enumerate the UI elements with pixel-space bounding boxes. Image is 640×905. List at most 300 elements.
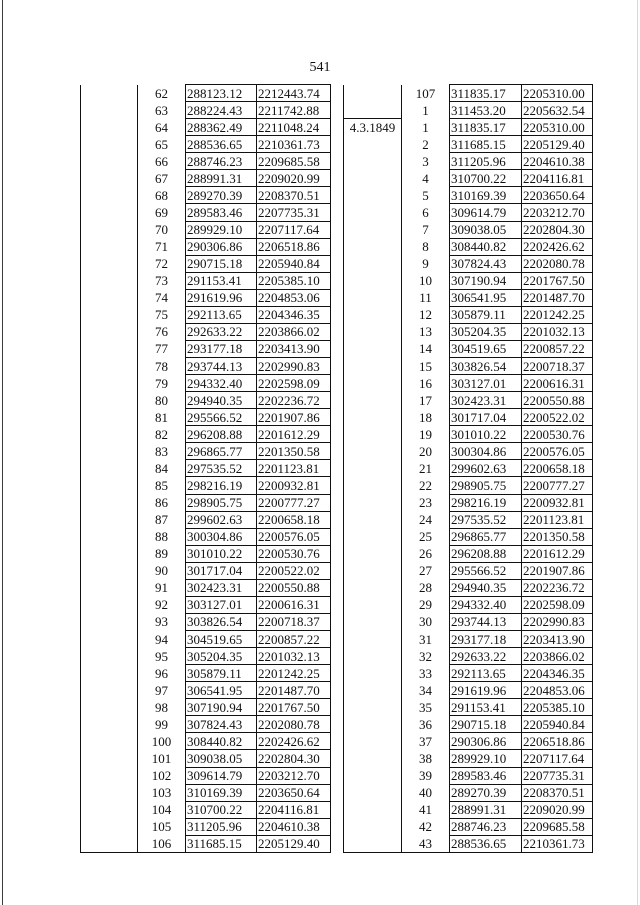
x-coordinate-cell: 293744.13: [450, 613, 522, 630]
point-number-cell: 99: [138, 716, 186, 733]
x-coordinate-cell: 309614.79: [450, 204, 522, 221]
y-coordinate-cell: 2209020.99: [522, 801, 593, 818]
y-coordinate-cell: 2200777.27: [522, 477, 593, 494]
x-coordinate-cell: 306541.95: [450, 289, 522, 306]
blank-cell: [81, 631, 138, 648]
x-coordinate-cell: 291619.96: [450, 682, 522, 699]
blank-cell: [81, 716, 138, 733]
point-number-cell: 81: [138, 409, 186, 426]
table-row: [81, 102, 331, 119]
section-cell: [344, 648, 402, 665]
point-number-cell: 21: [402, 460, 450, 477]
x-coordinate-cell: 288746.23: [186, 153, 257, 170]
table-row: [81, 272, 331, 289]
table-row: [81, 238, 331, 255]
x-coordinate-cell: 288123.12: [186, 85, 257, 102]
x-coordinate-cell: 305204.35: [186, 648, 257, 665]
table-row: [81, 119, 331, 136]
table-row: [344, 579, 593, 596]
y-coordinate-cell: 2205940.84: [257, 255, 331, 272]
blank-cell: [81, 733, 138, 750]
section-cell: [344, 699, 402, 716]
x-coordinate-cell: 311453.20: [450, 102, 522, 119]
y-coordinate-cell: 2200616.31: [522, 375, 593, 392]
point-number-cell: 73: [138, 272, 186, 289]
x-coordinate-cell: 298905.75: [186, 494, 257, 511]
point-number-cell: 64: [138, 119, 186, 136]
point-number-cell: 13: [402, 323, 450, 340]
table-row: [81, 511, 331, 528]
y-coordinate-cell: 2212443.74: [257, 85, 331, 102]
point-number-cell: 88: [138, 528, 186, 545]
x-coordinate-cell: 291153.41: [186, 272, 257, 289]
section-cell: [344, 358, 402, 375]
y-coordinate-cell: 2205129.40: [257, 835, 331, 852]
right-table-body: [344, 85, 593, 853]
section-cell: [344, 289, 402, 306]
page-number: 541: [309, 60, 331, 75]
table-row: [344, 835, 593, 852]
y-coordinate-cell: 2202804.30: [522, 221, 593, 238]
table-row: [344, 358, 593, 375]
table-row: [81, 528, 331, 545]
x-coordinate-cell: 304519.65: [450, 340, 522, 357]
x-coordinate-cell: 300304.86: [450, 443, 522, 460]
point-number-cell: 69: [138, 204, 186, 221]
section-cell: [344, 733, 402, 750]
table-row: [81, 596, 331, 613]
table-row: [344, 136, 593, 153]
blank-cell: [81, 750, 138, 767]
point-number-cell: 28: [402, 579, 450, 596]
y-coordinate-cell: 2207735.31: [522, 767, 593, 784]
table-row: [81, 409, 331, 426]
y-coordinate-cell: 2207117.64: [522, 750, 593, 767]
y-coordinate-cell: 2200658.18: [522, 460, 593, 477]
point-number-cell: 62: [138, 85, 186, 102]
blank-cell: [81, 801, 138, 818]
table-row: [344, 85, 593, 102]
table-row: [81, 613, 331, 630]
point-number-cell: 83: [138, 443, 186, 460]
x-coordinate-cell: 294332.40: [186, 375, 257, 392]
x-coordinate-cell: 300304.86: [186, 528, 257, 545]
x-coordinate-cell: 311835.17: [450, 85, 522, 102]
x-coordinate-cell: 311685.15: [450, 136, 522, 153]
blank-cell: [81, 545, 138, 562]
blank-cell: [81, 699, 138, 716]
table-row: [81, 818, 331, 835]
x-coordinate-cell: 307190.94: [186, 699, 257, 716]
section-cell: [344, 375, 402, 392]
section-cell: [344, 596, 402, 613]
y-coordinate-cell: 2205310.00: [522, 119, 593, 136]
y-coordinate-cell: 2209020.99: [257, 170, 331, 187]
x-coordinate-cell: 311685.15: [186, 835, 257, 852]
section-cell: [344, 665, 402, 682]
point-number-cell: 35: [402, 699, 450, 716]
point-number-cell: 1: [402, 102, 450, 119]
section-cell: [344, 221, 402, 238]
x-coordinate-cell: 305879.11: [450, 306, 522, 323]
y-coordinate-cell: 2201767.50: [257, 699, 331, 716]
section-cell: [344, 460, 402, 477]
x-coordinate-cell: 288991.31: [450, 801, 522, 818]
point-number-cell: 71: [138, 238, 186, 255]
point-number-cell: 5: [402, 187, 450, 204]
x-coordinate-cell: 305204.35: [450, 323, 522, 340]
table-row: [344, 613, 593, 630]
point-number-cell: 101: [138, 750, 186, 767]
table-row: [344, 340, 593, 357]
section-cell: [344, 562, 402, 579]
y-coordinate-cell: 2201907.86: [257, 409, 331, 426]
y-coordinate-cell: 2200576.05: [257, 528, 331, 545]
y-coordinate-cell: 2202426.62: [257, 733, 331, 750]
y-coordinate-cell: 2200530.76: [257, 545, 331, 562]
section-cell: [344, 767, 402, 784]
table-row: [81, 460, 331, 477]
table-row: [81, 255, 331, 272]
table-row: [81, 187, 331, 204]
y-coordinate-cell: 2200932.81: [257, 477, 331, 494]
x-coordinate-cell: 309614.79: [186, 767, 257, 784]
y-coordinate-cell: 2208370.51: [257, 187, 331, 204]
point-number-cell: 86: [138, 494, 186, 511]
point-number-cell: 96: [138, 665, 186, 682]
table-row: [81, 170, 331, 187]
y-coordinate-cell: 2211742.88: [257, 102, 331, 119]
table-row: [344, 119, 593, 136]
x-coordinate-cell: 296208.88: [186, 426, 257, 443]
y-coordinate-cell: 2204610.38: [522, 153, 593, 170]
blank-cell: [81, 119, 138, 136]
table-row: [344, 477, 593, 494]
y-coordinate-cell: 2201032.13: [522, 323, 593, 340]
x-coordinate-cell: 311835.17: [450, 119, 522, 136]
x-coordinate-cell: 302423.31: [450, 392, 522, 409]
left-table-body: [81, 85, 331, 853]
y-coordinate-cell: 2207117.64: [257, 221, 331, 238]
y-coordinate-cell: 2204116.81: [522, 170, 593, 187]
table-row: [81, 289, 331, 306]
table-row: [344, 733, 593, 750]
section-cell: [344, 392, 402, 409]
point-number-cell: 24: [402, 511, 450, 528]
point-number-cell: 12: [402, 306, 450, 323]
point-number-cell: 67: [138, 170, 186, 187]
point-number-cell: 25: [402, 528, 450, 545]
y-coordinate-cell: 2202990.83: [257, 358, 331, 375]
x-coordinate-cell: 310169.39: [186, 784, 257, 801]
blank-cell: [81, 528, 138, 545]
section-cell: [344, 494, 402, 511]
point-number-cell: 74: [138, 289, 186, 306]
table-row: [344, 392, 593, 409]
blank-cell: [81, 665, 138, 682]
table-row: [344, 562, 593, 579]
blank-cell: [81, 358, 138, 375]
table-row: [81, 323, 331, 340]
table-row: [344, 682, 593, 699]
table-row: [81, 631, 331, 648]
table-row: [81, 545, 331, 562]
y-coordinate-cell: 2200576.05: [522, 443, 593, 460]
table-row: [81, 306, 331, 323]
table-row: [344, 784, 593, 801]
y-coordinate-cell: 2200777.27: [257, 494, 331, 511]
point-number-cell: 3: [402, 153, 450, 170]
y-coordinate-cell: 2204346.35: [257, 306, 331, 323]
blank-cell: [81, 255, 138, 272]
point-number-cell: 8: [402, 238, 450, 255]
x-coordinate-cell: 308440.82: [186, 733, 257, 750]
point-number-cell: 78: [138, 358, 186, 375]
x-coordinate-cell: 288746.23: [450, 818, 522, 835]
point-number-cell: 38: [402, 750, 450, 767]
blank-cell: [81, 392, 138, 409]
x-coordinate-cell: 309038.05: [186, 750, 257, 767]
section-cell: [344, 477, 402, 494]
y-coordinate-cell: 2208370.51: [522, 784, 593, 801]
section-cell: [344, 631, 402, 648]
section-cell: [344, 255, 402, 272]
blank-cell: [81, 460, 138, 477]
table-row: [344, 818, 593, 835]
y-coordinate-cell: 2203866.02: [257, 323, 331, 340]
y-coordinate-cell: 2209685.58: [522, 818, 593, 835]
x-coordinate-cell: 290715.18: [450, 716, 522, 733]
blank-cell: [81, 272, 138, 289]
y-coordinate-cell: 2203212.70: [257, 767, 331, 784]
y-coordinate-cell: 2200857.22: [257, 631, 331, 648]
y-coordinate-cell: 2203650.64: [257, 784, 331, 801]
y-coordinate-cell: 2204610.38: [257, 818, 331, 835]
point-number-cell: 95: [138, 648, 186, 665]
point-number-cell: 41: [402, 801, 450, 818]
table-row: [344, 170, 593, 187]
point-number-cell: 105: [138, 818, 186, 835]
table-row: [344, 409, 593, 426]
x-coordinate-cell: 294332.40: [450, 596, 522, 613]
section-cell: [344, 306, 402, 323]
x-coordinate-cell: 301717.04: [186, 562, 257, 579]
table-row: [81, 682, 331, 699]
y-coordinate-cell: 2201242.25: [522, 306, 593, 323]
point-number-cell: 1: [402, 119, 450, 136]
y-coordinate-cell: 2203866.02: [522, 648, 593, 665]
blank-cell: [81, 204, 138, 221]
point-number-cell: 70: [138, 221, 186, 238]
table-row: [81, 85, 331, 102]
point-number-cell: 76: [138, 323, 186, 340]
table-row: [81, 375, 331, 392]
x-coordinate-cell: 309038.05: [450, 221, 522, 238]
section-cell: [344, 682, 402, 699]
point-number-cell: 36: [402, 716, 450, 733]
y-coordinate-cell: 2202990.83: [522, 613, 593, 630]
point-number-cell: 102: [138, 767, 186, 784]
x-coordinate-cell: 310700.22: [450, 170, 522, 187]
point-number-cell: 39: [402, 767, 450, 784]
scan-edge-right: [637, 0, 638, 905]
table-row: [81, 443, 331, 460]
point-number-cell: 22: [402, 477, 450, 494]
blank-cell: [81, 323, 138, 340]
x-coordinate-cell: 288224.43: [186, 102, 257, 119]
x-coordinate-cell: 308440.82: [450, 238, 522, 255]
x-coordinate-cell: 307824.43: [186, 716, 257, 733]
x-coordinate-cell: 301717.04: [450, 409, 522, 426]
point-number-cell: 14: [402, 340, 450, 357]
blank-cell: [81, 340, 138, 357]
x-coordinate-cell: 307190.94: [450, 272, 522, 289]
x-coordinate-cell: 289929.10: [186, 221, 257, 238]
x-coordinate-cell: 295566.52: [186, 409, 257, 426]
table-row: [344, 716, 593, 733]
blank-cell: [81, 767, 138, 784]
point-number-cell: 19: [402, 426, 450, 443]
point-number-cell: 9: [402, 255, 450, 272]
y-coordinate-cell: 2206518.86: [257, 238, 331, 255]
section-cell: [344, 750, 402, 767]
y-coordinate-cell: 2205310.00: [522, 85, 593, 102]
blank-cell: [81, 409, 138, 426]
point-number-cell: 104: [138, 801, 186, 818]
x-coordinate-cell: 292633.22: [186, 323, 257, 340]
blank-cell: [81, 784, 138, 801]
y-coordinate-cell: 2200550.88: [257, 579, 331, 596]
point-number-cell: 97: [138, 682, 186, 699]
y-coordinate-cell: 2201242.25: [257, 665, 331, 682]
point-number-cell: 4: [402, 170, 450, 187]
y-coordinate-cell: 2202426.62: [522, 238, 593, 255]
table-row: [81, 340, 331, 357]
point-number-cell: 80: [138, 392, 186, 409]
table-row: [81, 426, 331, 443]
table-row: [81, 579, 331, 596]
point-number-cell: 89: [138, 545, 186, 562]
x-coordinate-cell: 293744.13: [186, 358, 257, 375]
table-row: [344, 494, 593, 511]
y-coordinate-cell: 2202236.72: [257, 392, 331, 409]
section-cell: [344, 801, 402, 818]
y-coordinate-cell: 2203212.70: [522, 204, 593, 221]
section-cell: [344, 340, 402, 357]
table-row: [344, 426, 593, 443]
point-number-cell: 16: [402, 375, 450, 392]
table-row: [81, 750, 331, 767]
x-coordinate-cell: 293177.18: [186, 340, 257, 357]
x-coordinate-cell: 292113.65: [450, 665, 522, 682]
x-coordinate-cell: 295566.52: [450, 562, 522, 579]
section-cell: [344, 136, 402, 153]
table-row: [344, 460, 593, 477]
section-cell: [344, 579, 402, 596]
table-row: [344, 153, 593, 170]
y-coordinate-cell: 2202080.78: [522, 255, 593, 272]
section-cell: [344, 323, 402, 340]
point-number-cell: 18: [402, 409, 450, 426]
point-number-cell: 77: [138, 340, 186, 357]
point-number-cell: 23: [402, 494, 450, 511]
point-number-cell: 98: [138, 699, 186, 716]
point-number-cell: 34: [402, 682, 450, 699]
blank-cell: [81, 187, 138, 204]
y-coordinate-cell: 2200718.37: [522, 358, 593, 375]
x-coordinate-cell: 303826.54: [186, 613, 257, 630]
section-cell: [344, 545, 402, 562]
x-coordinate-cell: 288991.31: [186, 170, 257, 187]
x-coordinate-cell: 306541.95: [186, 682, 257, 699]
section-cell: [344, 170, 402, 187]
y-coordinate-cell: 2202236.72: [522, 579, 593, 596]
y-coordinate-cell: 2205385.10: [257, 272, 331, 289]
x-coordinate-cell: 297535.52: [186, 460, 257, 477]
y-coordinate-cell: 2201487.70: [522, 289, 593, 306]
point-number-cell: 11: [402, 289, 450, 306]
y-coordinate-cell: 2201907.86: [522, 562, 593, 579]
blank-cell: [81, 136, 138, 153]
table-row: [81, 562, 331, 579]
point-number-cell: 29: [402, 596, 450, 613]
x-coordinate-cell: 297535.52: [450, 511, 522, 528]
blank-cell: [81, 153, 138, 170]
section-cell: [344, 238, 402, 255]
y-coordinate-cell: 2202080.78: [257, 716, 331, 733]
table-row: [344, 323, 593, 340]
y-coordinate-cell: 2204853.06: [522, 682, 593, 699]
section-cell: [344, 443, 402, 460]
x-coordinate-cell: 292633.22: [450, 648, 522, 665]
blank-cell: [81, 477, 138, 494]
blank-cell: [81, 238, 138, 255]
x-coordinate-cell: 298905.75: [450, 477, 522, 494]
blank-cell: [81, 375, 138, 392]
point-number-cell: 107: [402, 85, 450, 102]
table-row: [344, 665, 593, 682]
blank-cell: [81, 289, 138, 306]
table-row: [344, 699, 593, 716]
point-number-cell: 33: [402, 665, 450, 682]
section-cell: [344, 85, 402, 102]
x-coordinate-cell: 289270.39: [450, 784, 522, 801]
y-coordinate-cell: 2201350.58: [522, 528, 593, 545]
table-row: [81, 494, 331, 511]
blank-cell: [81, 562, 138, 579]
section-label: 4.3.1849: [344, 119, 402, 136]
y-coordinate-cell: 2203413.90: [522, 631, 593, 648]
section-cell: [344, 187, 402, 204]
table-row: [344, 631, 593, 648]
y-coordinate-cell: 2203650.64: [522, 187, 593, 204]
point-number-cell: 6: [402, 204, 450, 221]
point-number-cell: 92: [138, 596, 186, 613]
y-coordinate-cell: 2200718.37: [257, 613, 331, 630]
blank-cell: [81, 306, 138, 323]
x-coordinate-cell: 288362.49: [186, 119, 257, 136]
y-coordinate-cell: 2201487.70: [257, 682, 331, 699]
table-row: [344, 272, 593, 289]
table-row: [81, 648, 331, 665]
point-number-cell: 94: [138, 631, 186, 648]
table-row: [344, 375, 593, 392]
point-number-cell: 87: [138, 511, 186, 528]
blank-cell: [81, 818, 138, 835]
table-row: [344, 255, 593, 272]
section-cell: [344, 835, 402, 852]
point-number-cell: 7: [402, 221, 450, 238]
